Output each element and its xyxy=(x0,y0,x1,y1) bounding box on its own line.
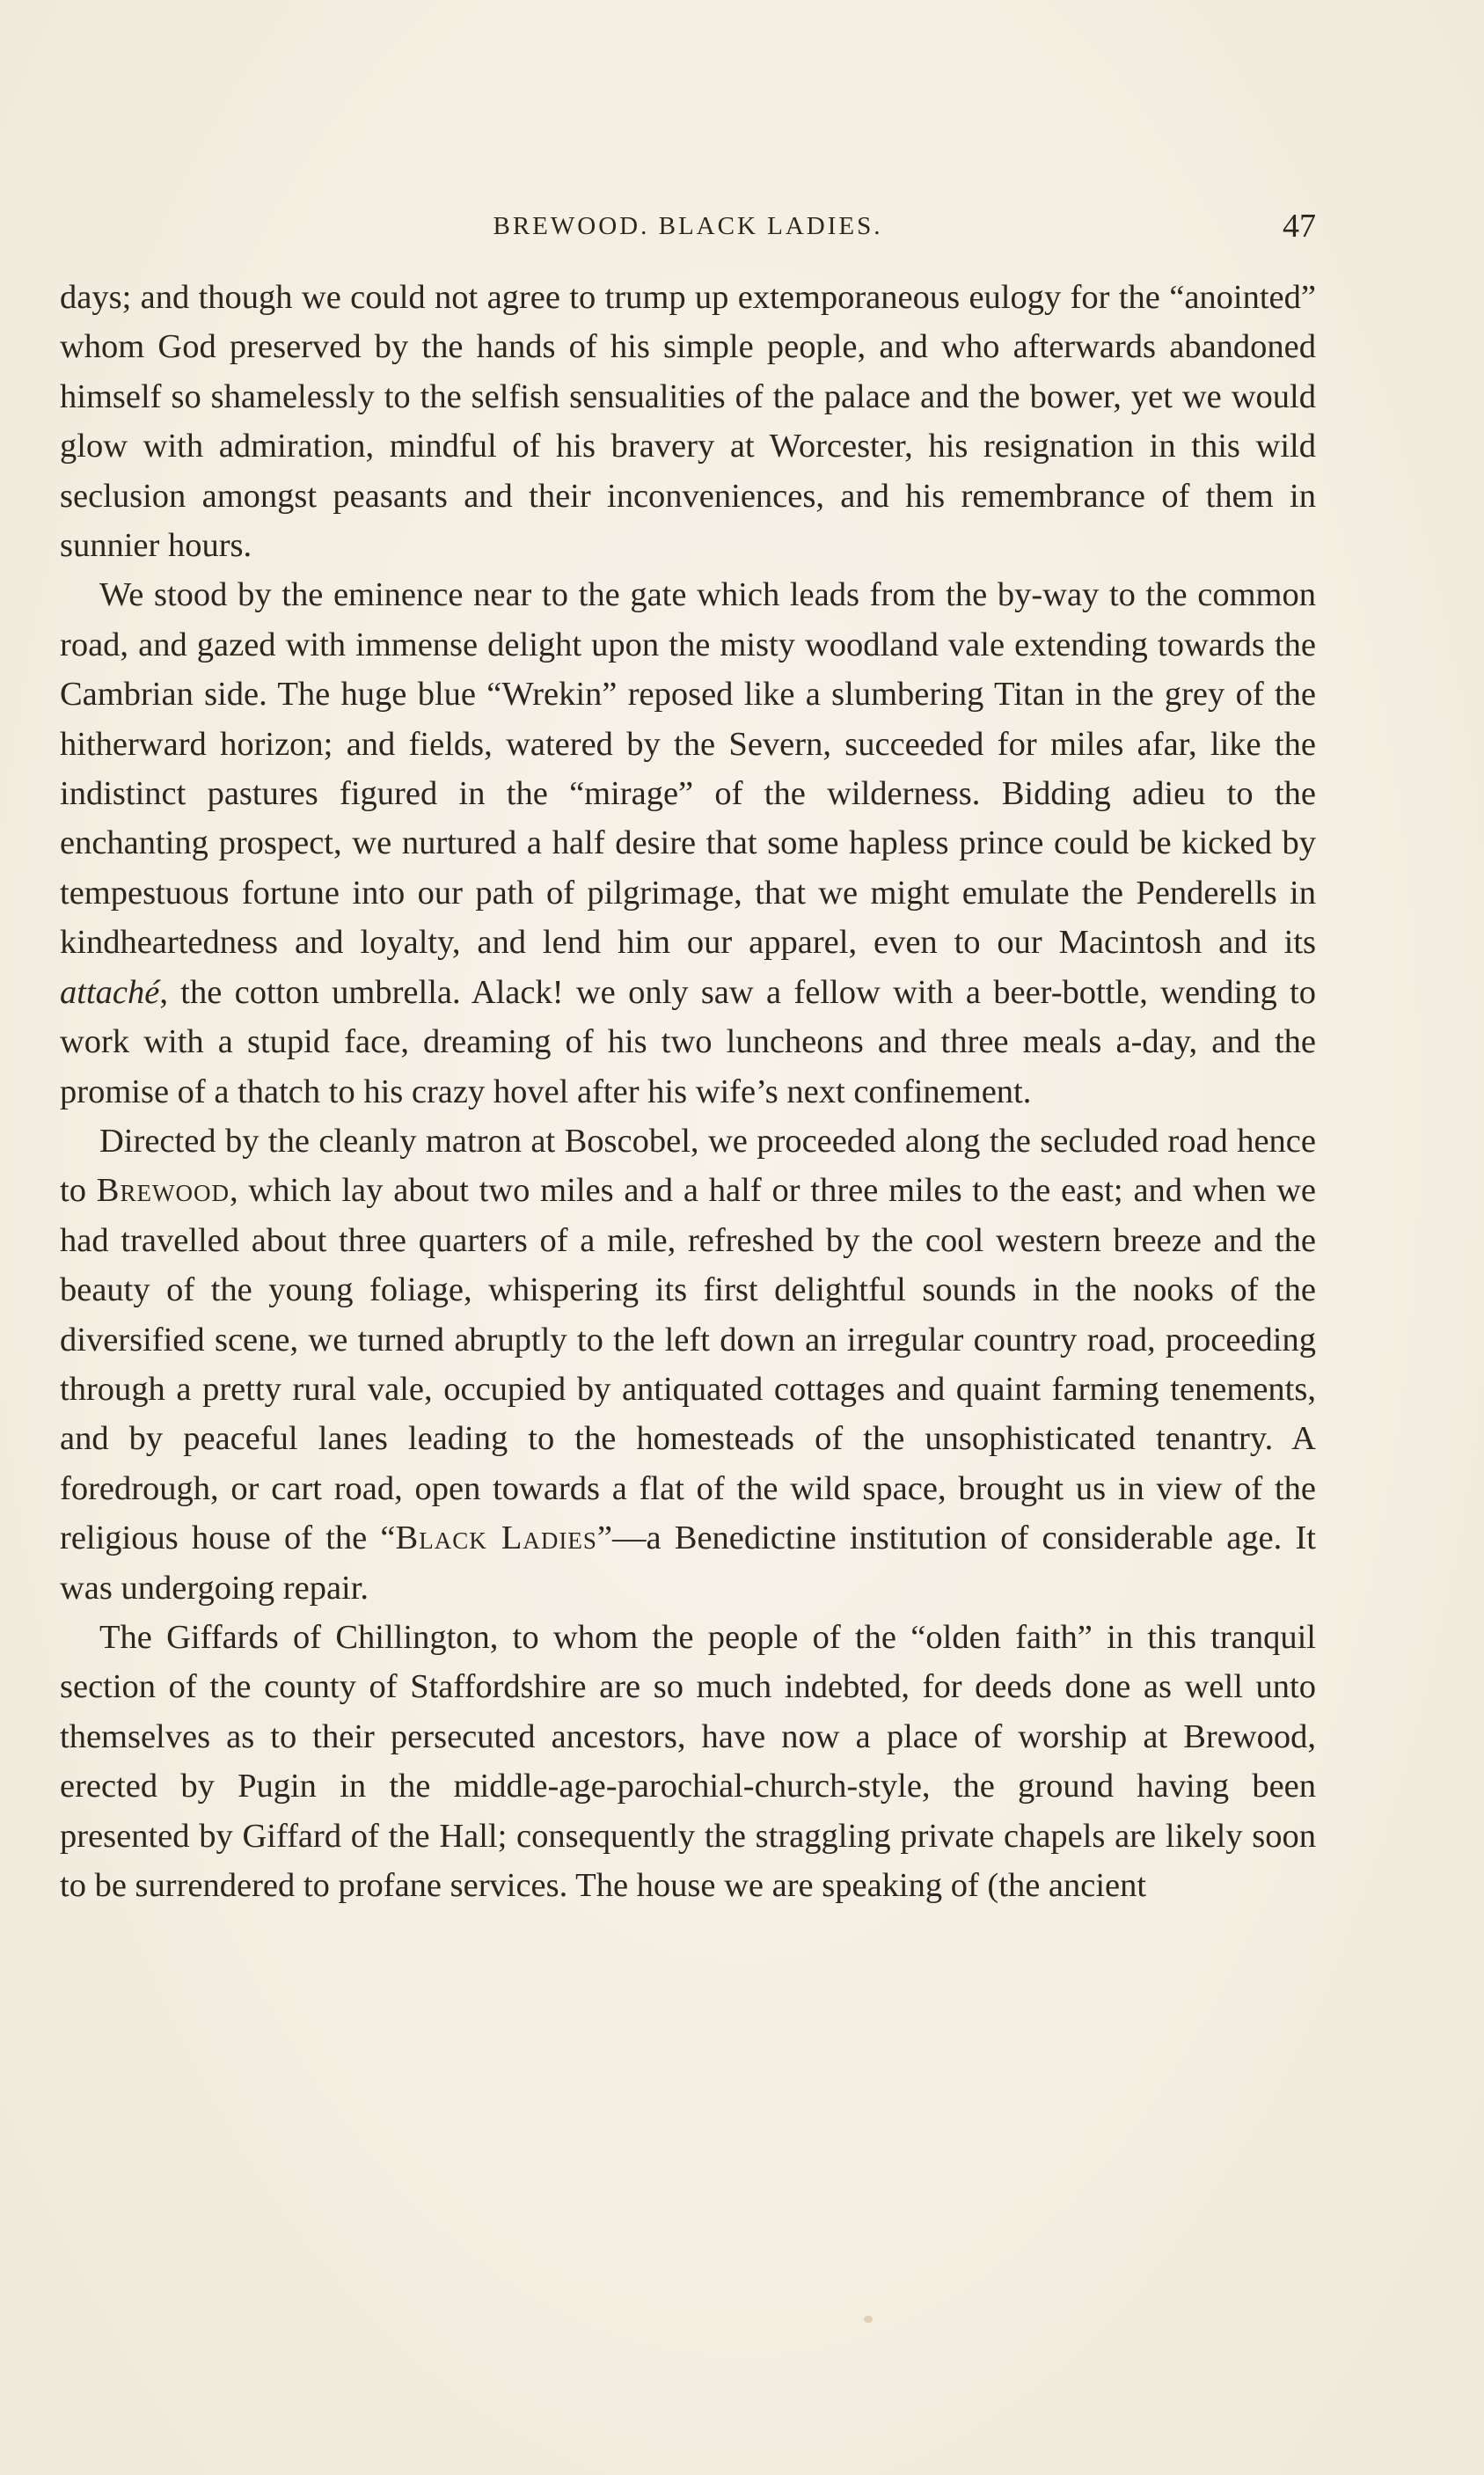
smallcaps-brewood: Brewood xyxy=(96,1172,230,1210)
paper-speck xyxy=(864,2316,873,2323)
paragraph-2-text-a: We stood by the eminence near to the gate which leads from the by-way to the common road, and gazed with immense delight upon the misty woodland vale extending towards the Cambrian side. The huge blue “Wrekin” reposed like a slumbering Titan in the grey of the hitherward horizon; and fields, watered by the Severn, succeeded for miles afar, like the indistinct pastures figured in the “mirage” of the wilderness. Bidding adieu to the enchanting prospect, we nurtured a half desire that some hapless prince could be kicked by tempestuous fortune into our path of pilgrimage, that we might emulate the Penderells in kindheartedness and loyalty, and lend him our apparel, even to our Macintosh and its xyxy=(60,576,1316,962)
paragraph-3 xyxy=(60,1117,1316,1613)
page-number: 47 xyxy=(1283,208,1316,245)
running-head: BREWOOD. BLACK LADIES. xyxy=(493,212,883,240)
paragraph-4: The Giffards of Chillington, to whom the people of the “olden faith” in this tranquil section of the county of Staffordshire are so much indebted, for deeds done as well unto themselves as to their persecuted ancestors, have now a place of worship at Brewood, erected by Pugin in the middle-age-parochial-church-style, the ground having been presented by Giffard of the Hall; consequently the straggling private chapels are likely soon to be surrendered to profane services. The house we are speaking of (the ancient xyxy=(60,1618,1316,1904)
paragraph-2 xyxy=(60,570,1316,1116)
paragraph-1: days; and though we could not agree to trump up extemporaneous eulogy for the “anointed” whom God preserved by the hands of his simple people, and who afterwards abandoned himself so shamelessly to the selfish sensualities of the palace and the bower, yet we would glow with admiration, mindful of his bravery at Worcester, his resignation in this wild seclusion amongst peasants and their inconveniences, and his remembrance of them in sunnier hours. xyxy=(60,279,1316,565)
italic-attache: attaché xyxy=(60,973,160,1011)
paragraph-3-text-c: ”—a Benedictine institution of considerable age. It was undergoing repair. xyxy=(60,1519,1316,1607)
paragraph-3-text-b: , which lay about two miles and a half or three miles to the east; and when we had travelled about three quarters of a mile, refreshed by the cool western breeze and the beauty of the young foliage, whispering its first delightful sounds in the nooks of the diversified scene, we turned abruptly to the left down an irregular country road, proceeding through a pretty rural vale, occupied by antiquated cottages and quaint farming tenements, and by peaceful lanes leading to the homesteads of the unsophisticated tenantry. A foredrough, or cart road, open towards a flat of the wild space, brought us in view of the religious house of the “ xyxy=(60,1172,1316,1557)
smallcaps-black-ladies: Black Ladies xyxy=(395,1519,597,1557)
paragraph-2-text-b: , the cotton umbrella. Alack! we only saw a fellow with a beer-bottle, wending to work with a stupid face, dreaming of his two luncheons and three meals a-day, and the promise of a thatch to his crazy hovel after his wife’s next confinement. xyxy=(60,973,1316,1110)
paragraph-3-text-a: Directed by the cleanly matron at Boscobel, we proceeded along the secluded road hence to xyxy=(60,1122,1316,1210)
body-text xyxy=(60,273,1316,1910)
page-header xyxy=(60,204,1316,248)
